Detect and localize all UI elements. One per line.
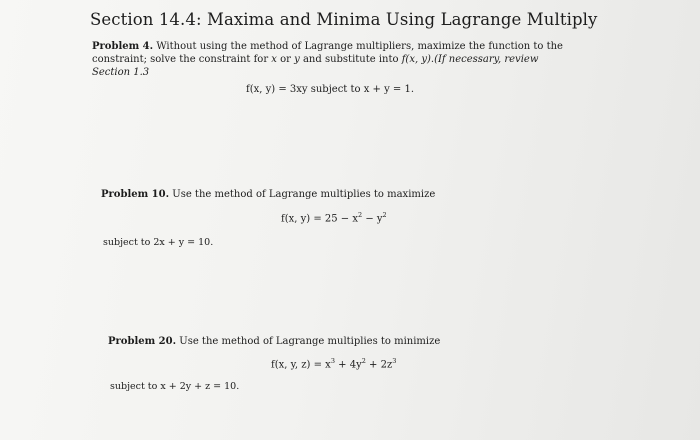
problem-4-func: f(x, y) (401, 54, 431, 65)
section-title: Section 14.4: Maxima and Minima Using Lagrange Multiply (90, 10, 598, 29)
problem-20-eq-mid-2: + 2z (365, 359, 393, 371)
problem-10-heading (101, 189, 435, 200)
problem-4-text-a: Without using the method of Lagrange multipliers, maximize the function to the constraint; solve the constraint for (92, 41, 563, 65)
problem-20-eq-base: f(x, y, z) = x (271, 359, 331, 371)
problem-4-label: Problem 4. (92, 41, 154, 52)
problem-20-equation (271, 357, 396, 370)
problem-10-equation (281, 211, 387, 224)
problem-10-eq-base: f(x, y) = 25 − x (281, 213, 358, 225)
problem-4-italic-note: (If necessary, review Section 1.3 (92, 54, 539, 78)
problem-4-var-y: y (294, 54, 300, 65)
problem-10-exp-1: 2 (358, 211, 363, 219)
problem-20-label: Problem 20. (108, 336, 177, 347)
problem-10-label: Problem 10. (101, 189, 170, 200)
problem-4-equation: f(x, y) = 3xy subject to x + y = 1. (246, 84, 415, 95)
problem-10-subject: subject to 2x + y = 10. (103, 237, 214, 248)
problem-4-text-b: and substitute into (302, 54, 399, 65)
problem-4-text-c: . (430, 54, 435, 65)
problem-4-text (92, 40, 572, 79)
problem-10-exp-2: 2 (382, 211, 387, 219)
problem-20-exp-3: 3 (392, 357, 397, 365)
problem-20-subject: subject to x + 2y + z = 10. (110, 381, 240, 392)
problem-20-eq-mid-1: + 4y (334, 359, 362, 371)
problem-10-text: Use the method of Lagrange multiplies to maximize (172, 189, 436, 200)
problem-20-text: Use the method of Lagrange multiplies to minimize (179, 336, 441, 347)
problem-10-eq-mid: − y (362, 213, 383, 225)
problem-4-text-or: or (280, 54, 291, 65)
problem-4-var-x: x (271, 54, 277, 65)
problem-20-exp-2: 2 (361, 357, 366, 365)
problem-20-exp-1: 3 (330, 357, 335, 365)
problem-20-heading (108, 336, 440, 347)
